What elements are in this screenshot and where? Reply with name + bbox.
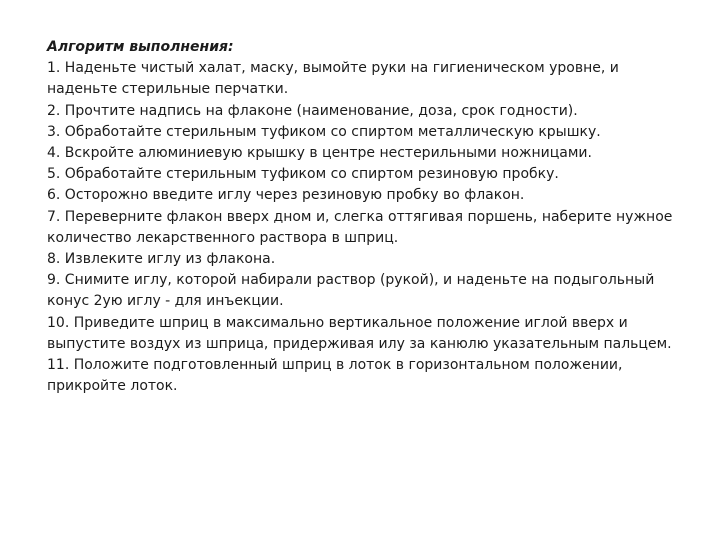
step-6: 6. Осторожно введите иглу через резиновую пробку во флакон. <box>47 187 525 204</box>
step-9: 9. Снимите иглу, которой набирали раствор (рукой), и наденьте на подыгольный конус 2ую иглу - для инъекции. <box>47 272 655 310</box>
step-10: 10. Приведите шприц в максимально вертикальное положение иглой вверх и выпустите воздух из шприца, придерживая илу за канюлю указательным пальцем. <box>47 314 672 352</box>
step-2: 2. Прочтите надпись на флаконе (наименование, доза, срок годности). <box>47 102 578 119</box>
step-3: 3. Обработайте стерильным туфиком со спиртом металлическую крышку. <box>47 123 601 140</box>
algorithm-heading: Алгоритм выполнения: <box>47 39 234 55</box>
algorithm-text <box>47 37 675 397</box>
step-7: 7. Переверните флакон вверх дном и, слегка оттягивая поршень, наберите нужное количество лекарственного раствора в шприц. <box>47 208 673 246</box>
step-1: 1. Наденьте чистый халат, маску, вымойте руки на гигиеническом уровне, и наденьте стерильные перчатки. <box>47 60 619 98</box>
step-4: 4. Вскройте алюминиевую крышку в центре нестерильными ножницами. <box>47 145 592 162</box>
step-5: 5. Обработайте стерильным туфиком со спиртом резиновую пробку. <box>47 166 559 183</box>
step-11: 11. Положите подготовленный шприц в лоток в горизонтальном положении, прикройте лоток. <box>47 357 623 395</box>
step-8: 8. Извлеките иглу из флакона. <box>47 251 276 268</box>
